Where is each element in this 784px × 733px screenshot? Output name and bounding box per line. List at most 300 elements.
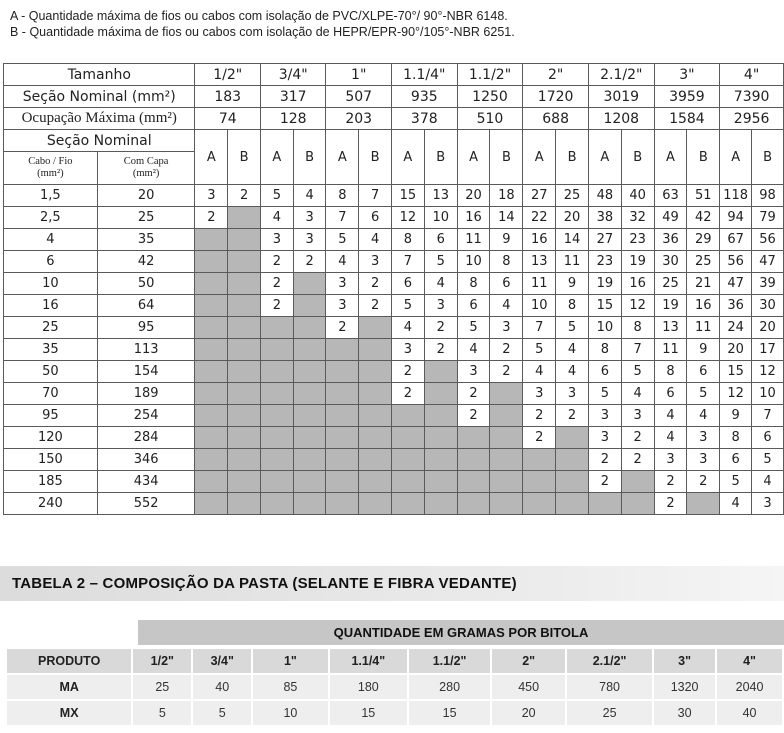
count-cell: 30	[752, 295, 784, 317]
count-cell: 3	[621, 405, 654, 427]
secao-nominal-label-row	[4, 86, 784, 108]
col-a-header: A	[588, 130, 621, 185]
count-cell: 56	[752, 229, 784, 251]
empty-cell	[195, 229, 228, 251]
empty-cell	[260, 339, 293, 361]
empty-cell	[391, 449, 424, 471]
empty-cell	[228, 361, 261, 383]
count-cell: 47	[720, 273, 752, 295]
table-row	[4, 361, 784, 383]
count-cell: 19	[621, 251, 654, 273]
size-header: 1.1/4"	[330, 649, 409, 673]
count-cell: 5	[621, 361, 654, 383]
empty-cell	[556, 471, 589, 493]
count-cell: 5	[556, 317, 589, 339]
count-cell: 2	[687, 471, 720, 493]
grams-value: 450	[492, 675, 567, 699]
count-cell: 9	[490, 229, 523, 251]
count-cell: 5	[687, 383, 720, 405]
grams-value: 25	[567, 701, 654, 725]
cabo-value: 185	[4, 471, 98, 493]
empty-cell	[523, 471, 556, 493]
count-cell: 11	[523, 273, 556, 295]
cabo-value: 95	[4, 405, 98, 427]
count-cell: 36	[654, 229, 687, 251]
capa-value: 42	[97, 251, 195, 273]
empty-cell	[588, 493, 621, 515]
secao-nominal-label-value: 1720	[523, 86, 589, 108]
count-cell: 2	[523, 427, 556, 449]
empty-cell	[359, 493, 392, 515]
empty-cell	[228, 207, 261, 229]
produto-value: MX	[7, 701, 133, 725]
table-row	[4, 207, 784, 229]
secao-nominal-label-value: 3019	[588, 86, 654, 108]
count-cell: 25	[654, 273, 687, 295]
count-cell: 4	[654, 427, 687, 449]
empty-cell	[359, 471, 392, 493]
count-cell: 20	[556, 207, 589, 229]
secao-nominal-label-value: 183	[195, 86, 261, 108]
empty-cell	[195, 427, 228, 449]
count-cell: 5	[326, 229, 359, 251]
cabo-value: 150	[4, 449, 98, 471]
ocupacao-maxima-label-value: 688	[523, 108, 589, 130]
count-cell: 4	[523, 361, 556, 383]
count-cell: 42	[687, 207, 720, 229]
capa-value: 434	[97, 471, 195, 493]
count-cell: 6	[588, 361, 621, 383]
count-cell: 11	[457, 229, 490, 251]
count-cell: 9	[556, 273, 589, 295]
empty-cell	[359, 317, 392, 339]
tamanho-label-value: 2"	[523, 64, 589, 86]
secao-nominal-label-value: 7390	[720, 86, 784, 108]
col-b-header: B	[556, 130, 589, 185]
grams-value: 30	[654, 701, 717, 725]
ocupacao-maxima-label-value: 1584	[654, 108, 720, 130]
empty-cell	[195, 361, 228, 383]
count-cell: 8	[391, 229, 424, 251]
count-cell: 4	[556, 339, 589, 361]
empty-cell	[424, 471, 457, 493]
empty-cell	[424, 427, 457, 449]
count-cell: 11	[687, 317, 720, 339]
cabo-value: 10	[4, 273, 98, 295]
empty-cell	[195, 449, 228, 471]
empty-cell	[195, 295, 228, 317]
empty-cell	[457, 471, 490, 493]
empty-cell	[391, 471, 424, 493]
col-a-header: A	[260, 130, 293, 185]
empty-cell	[293, 339, 326, 361]
col-b-header: B	[424, 130, 457, 185]
grams-value: 10	[253, 701, 329, 725]
count-cell: 16	[523, 229, 556, 251]
ocupacao-maxima-label-value: 203	[326, 108, 391, 130]
count-cell: 12	[752, 361, 784, 383]
empty-cell	[490, 383, 523, 405]
count-cell: 36	[720, 295, 752, 317]
empty-cell	[556, 493, 589, 515]
count-cell: 2	[457, 405, 490, 427]
table-row	[4, 317, 784, 339]
table-row	[4, 493, 784, 515]
count-cell: 94	[720, 207, 752, 229]
count-cell: 7	[326, 207, 359, 229]
count-cell: 7	[621, 339, 654, 361]
grams-value: 25	[133, 675, 193, 699]
count-cell: 98	[752, 185, 784, 207]
count-cell: 7	[752, 405, 784, 427]
col-a-header: A	[391, 130, 424, 185]
empty-cell	[293, 449, 326, 471]
table-row	[7, 701, 784, 725]
empty-cell	[293, 493, 326, 515]
count-cell: 8	[556, 295, 589, 317]
count-cell: 15	[391, 185, 424, 207]
empty-cell	[326, 361, 359, 383]
count-cell: 3	[326, 295, 359, 317]
empty-cell	[260, 449, 293, 471]
empty-cell	[359, 405, 392, 427]
empty-cell	[424, 383, 457, 405]
col-b-header: B	[293, 130, 326, 185]
count-cell: 8	[654, 361, 687, 383]
count-cell: 4	[490, 295, 523, 317]
empty-cell	[260, 427, 293, 449]
count-cell: 20	[720, 339, 752, 361]
cabo-value: 25	[4, 317, 98, 339]
empty-cell	[424, 493, 457, 515]
col-b-header: B	[687, 130, 720, 185]
table-row	[4, 339, 784, 361]
empty-cell	[359, 339, 392, 361]
count-cell: 8	[326, 185, 359, 207]
empty-cell	[490, 493, 523, 515]
empty-cell	[457, 493, 490, 515]
secao-header-row	[4, 130, 784, 152]
count-cell: 47	[752, 251, 784, 273]
count-cell: 32	[621, 207, 654, 229]
col-a-header: A	[457, 130, 490, 185]
count-cell: 4	[687, 405, 720, 427]
col-b-header: B	[621, 130, 654, 185]
size-header: 2"	[492, 649, 567, 673]
empty-cell	[556, 449, 589, 471]
empty-cell	[457, 449, 490, 471]
empty-cell	[457, 427, 490, 449]
count-cell: 4	[654, 405, 687, 427]
empty-cell	[293, 295, 326, 317]
empty-cell	[359, 427, 392, 449]
count-cell: 15	[720, 361, 752, 383]
count-cell: 7	[523, 317, 556, 339]
empty-cell	[228, 471, 261, 493]
empty-cell	[195, 273, 228, 295]
empty-cell	[260, 471, 293, 493]
col-a-header: A	[195, 130, 228, 185]
capa-value: 254	[97, 405, 195, 427]
count-cell: 2	[424, 317, 457, 339]
capa-value: 35	[97, 229, 195, 251]
size-header: 1.1/2"	[409, 649, 492, 673]
count-cell: 3	[195, 185, 228, 207]
count-cell: 6	[359, 207, 392, 229]
ocupacao-maxima-label-value: 74	[195, 108, 261, 130]
capa-value: 189	[97, 383, 195, 405]
table-row	[4, 383, 784, 405]
grams-value: 2040	[717, 675, 784, 699]
empty-cell	[228, 449, 261, 471]
secao-nominal-label-value: 1250	[457, 86, 523, 108]
empty-cell	[391, 427, 424, 449]
grams-value: 280	[409, 675, 492, 699]
secao-nominal-label: Seção Nominal (mm²)	[4, 86, 195, 108]
tamanho-label: Tamanho	[4, 64, 195, 86]
count-cell: 10	[523, 295, 556, 317]
empty-cell	[687, 493, 720, 515]
col-a-header: A	[654, 130, 687, 185]
secao-nominal-label-value: 507	[326, 86, 391, 108]
count-cell: 7	[359, 185, 392, 207]
count-cell: 6	[490, 273, 523, 295]
size-header: 1/2"	[133, 649, 193, 673]
count-cell: 49	[654, 207, 687, 229]
count-cell: 3	[293, 207, 326, 229]
produto-header: PRODUTO	[7, 649, 133, 673]
count-cell: 2	[195, 207, 228, 229]
count-cell: 4	[752, 471, 784, 493]
count-cell: 2	[457, 383, 490, 405]
empty-cell	[490, 427, 523, 449]
count-cell: 25	[687, 251, 720, 273]
count-cell: 10	[424, 207, 457, 229]
legend-b: B - Quantidade máxima de fios ou cabos com isolação de HEPR/EPR-90°/105°-NBR 6251.	[10, 25, 515, 39]
empty-cell	[556, 427, 589, 449]
count-cell: 16	[457, 207, 490, 229]
count-cell: 7	[391, 251, 424, 273]
count-cell: 4	[424, 273, 457, 295]
empty-cell	[293, 317, 326, 339]
capa-value: 284	[97, 427, 195, 449]
cabo-value: 6	[4, 251, 98, 273]
count-cell: 3	[687, 427, 720, 449]
size-header: 4"	[717, 649, 784, 673]
count-cell: 4	[720, 493, 752, 515]
count-cell: 2	[326, 317, 359, 339]
empty-cell	[260, 361, 293, 383]
count-cell: 2	[260, 273, 293, 295]
count-cell: 25	[556, 185, 589, 207]
count-cell: 3	[293, 229, 326, 251]
empty-cell	[490, 449, 523, 471]
empty-cell	[195, 251, 228, 273]
count-cell: 2	[359, 295, 392, 317]
count-cell: 3	[654, 449, 687, 471]
count-cell: 6	[687, 361, 720, 383]
count-cell: 5	[523, 339, 556, 361]
count-cell: 4	[260, 207, 293, 229]
count-cell: 16	[621, 273, 654, 295]
count-cell: 4	[326, 251, 359, 273]
table-row	[4, 273, 784, 295]
capa-unit: (mm²)	[132, 168, 160, 179]
tamanho-label-value: 2.1/2"	[588, 64, 654, 86]
cabo-header	[4, 152, 98, 185]
size-header: 3"	[654, 649, 717, 673]
table-row	[4, 295, 784, 317]
empty-cell	[621, 471, 654, 493]
cabo-value: 1,5	[4, 185, 98, 207]
empty-cell	[228, 383, 261, 405]
count-cell: 10	[588, 317, 621, 339]
cabo-value: 35	[4, 339, 98, 361]
empty-cell	[293, 471, 326, 493]
capa-label: Com Capa	[123, 156, 169, 167]
empty-cell	[195, 493, 228, 515]
count-cell: 118	[720, 185, 752, 207]
cabo-value: 4	[4, 229, 98, 251]
count-cell: 3	[391, 339, 424, 361]
count-cell: 9	[720, 405, 752, 427]
count-cell: 5	[588, 383, 621, 405]
tamanho-label-value: 1/2"	[195, 64, 261, 86]
empty-cell	[424, 449, 457, 471]
capa-value: 64	[97, 295, 195, 317]
empty-cell	[228, 317, 261, 339]
paste-composition-table	[7, 647, 784, 727]
grams-value: 15	[409, 701, 492, 725]
ocupacao-maxima-label-value: 510	[457, 108, 523, 130]
ocupacao-maxima-label: Ocupação Máxima (mm²)	[4, 108, 195, 130]
count-cell: 5	[391, 295, 424, 317]
capa-value: 50	[97, 273, 195, 295]
count-cell: 3	[588, 427, 621, 449]
table-row	[4, 229, 784, 251]
count-cell: 11	[654, 339, 687, 361]
table-row	[4, 449, 784, 471]
capa-value: 25	[97, 207, 195, 229]
count-cell: 13	[523, 251, 556, 273]
count-cell: 27	[523, 185, 556, 207]
empty-cell	[228, 339, 261, 361]
cabo-value: 120	[4, 427, 98, 449]
grams-value: 1320	[654, 675, 717, 699]
empty-cell	[523, 449, 556, 471]
capa-header	[97, 152, 195, 185]
produto-value: MA	[7, 675, 133, 699]
tamanho-label-value: 1.1/4"	[391, 64, 457, 86]
count-cell: 3	[424, 295, 457, 317]
empty-cell	[228, 493, 261, 515]
quantity-header: QUANTIDADE EM GRAMAS POR BITOLA	[138, 620, 784, 645]
table-row	[4, 405, 784, 427]
empty-cell	[326, 405, 359, 427]
col-a-header: A	[720, 130, 752, 185]
count-cell: 19	[588, 273, 621, 295]
count-cell: 8	[588, 339, 621, 361]
count-cell: 8	[490, 251, 523, 273]
capa-value: 20	[97, 185, 195, 207]
count-cell: 10	[457, 251, 490, 273]
count-cell: 5	[260, 185, 293, 207]
count-cell: 2	[588, 449, 621, 471]
count-cell: 40	[621, 185, 654, 207]
col-a-header: A	[523, 130, 556, 185]
count-cell: 3	[556, 383, 589, 405]
count-cell: 3	[326, 273, 359, 295]
empty-cell	[228, 427, 261, 449]
capa-value: 113	[97, 339, 195, 361]
count-cell: 15	[588, 295, 621, 317]
count-cell: 6	[457, 295, 490, 317]
table-row	[4, 251, 784, 273]
count-cell: 12	[621, 295, 654, 317]
table-row	[7, 675, 784, 699]
count-cell: 2	[293, 251, 326, 273]
count-cell: 2	[621, 427, 654, 449]
grams-value: 180	[330, 675, 409, 699]
grams-value: 15	[330, 701, 409, 725]
count-cell: 5	[752, 449, 784, 471]
capa-value: 346	[97, 449, 195, 471]
count-cell: 6	[720, 449, 752, 471]
grams-value: 85	[253, 675, 329, 699]
count-cell: 3	[260, 229, 293, 251]
count-cell: 10	[752, 383, 784, 405]
count-cell: 12	[720, 383, 752, 405]
count-cell: 20	[752, 317, 784, 339]
count-cell: 18	[490, 185, 523, 207]
col-b-header: B	[752, 130, 784, 185]
count-cell: 20	[457, 185, 490, 207]
count-cell: 4	[391, 317, 424, 339]
empty-cell	[293, 405, 326, 427]
count-cell: 2	[424, 339, 457, 361]
conduit-capacity-table	[3, 63, 784, 515]
legend-a: A - Quantidade máxima de fios ou cabos com isolação de PVC/XLPE-70°/ 90°-NBR 6148.	[10, 9, 508, 23]
grams-value: 5	[133, 701, 193, 725]
count-cell: 17	[752, 339, 784, 361]
empty-cell	[260, 405, 293, 427]
count-cell: 2	[523, 405, 556, 427]
empty-cell	[424, 361, 457, 383]
grams-value: 40	[193, 675, 253, 699]
count-cell: 5	[457, 317, 490, 339]
col-b-header: B	[228, 130, 261, 185]
count-cell: 38	[588, 207, 621, 229]
count-cell: 16	[687, 295, 720, 317]
count-cell: 8	[621, 317, 654, 339]
count-cell: 24	[720, 317, 752, 339]
empty-cell	[228, 273, 261, 295]
ocupacao-maxima-label-value: 2956	[720, 108, 784, 130]
capa-value: 154	[97, 361, 195, 383]
count-cell: 3	[752, 493, 784, 515]
count-cell: 63	[654, 185, 687, 207]
count-cell: 9	[687, 339, 720, 361]
count-cell: 8	[457, 273, 490, 295]
count-cell: 3	[687, 449, 720, 471]
cabo-value: 70	[4, 383, 98, 405]
count-cell: 4	[621, 383, 654, 405]
cabo-label: Cabo / Fio	[28, 156, 73, 167]
ocupacao-maxima-label-value: 1208	[588, 108, 654, 130]
empty-cell	[359, 449, 392, 471]
count-cell: 21	[687, 273, 720, 295]
grams-value: 780	[567, 675, 654, 699]
